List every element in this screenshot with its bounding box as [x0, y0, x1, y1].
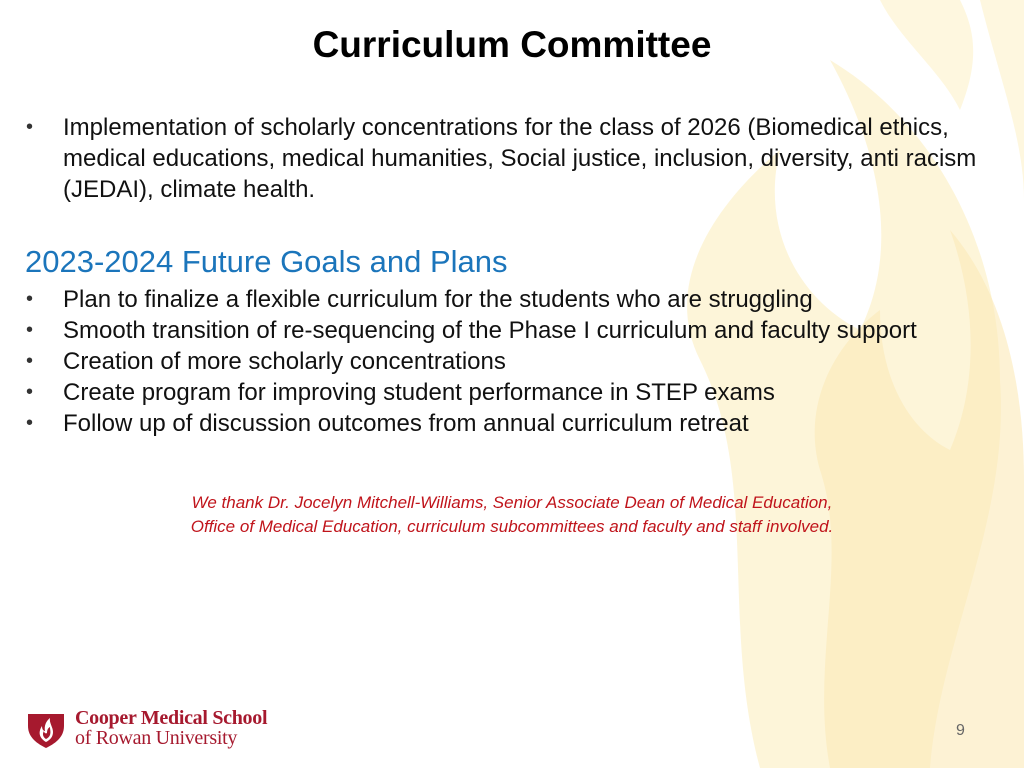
- goal-bullet-item: • Plan to finalize a flexible curriculum for the students who are struggling: [0, 284, 1010, 315]
- intro-bullet-item: • Implementation of scholarly concentrations for the class of 2026 (Biomedical ethics, medical educations, medical humanities, Social justice, inclusion, diversity, anti racism (JEDAI), climate health.: [0, 112, 1000, 205]
- acknowledgement-line: We thank Dr. Jocelyn Mitchell-Williams, Senior Associate Dean of Medical Education,: [191, 493, 833, 512]
- flame-shield-icon: [26, 708, 66, 748]
- intro-bullet-list: [0, 112, 1000, 205]
- goal-bullet-item: • Creation of more scholarly concentrations: [0, 346, 1010, 377]
- acknowledgement-line: Office of Medical Education, curriculum subcommittees and faculty and staff involved.: [190, 517, 834, 536]
- logo-line-school: Cooper Medical School: [75, 707, 268, 729]
- logo-line-university: of Rowan University: [75, 727, 238, 749]
- slide-title: Curriculum Committee: [312, 24, 712, 65]
- logo-wordmark: [75, 708, 267, 748]
- page-number: 9: [956, 722, 965, 739]
- section-heading: 2023-2024 Future Goals and Plans: [25, 244, 508, 279]
- acknowledgement-text: [0, 491, 1024, 539]
- goal-bullet-item: • Follow up of discussion outcomes from annual curriculum retreat: [0, 408, 1010, 439]
- goals-bullet-list: [0, 284, 1010, 439]
- goal-bullet-item: • Smooth transition of re-sequencing of the Phase I curriculum and faculty support: [0, 315, 1010, 346]
- school-logo: [26, 708, 267, 748]
- goal-bullet-item: • Create program for improving student performance in STEP exams: [0, 377, 1010, 408]
